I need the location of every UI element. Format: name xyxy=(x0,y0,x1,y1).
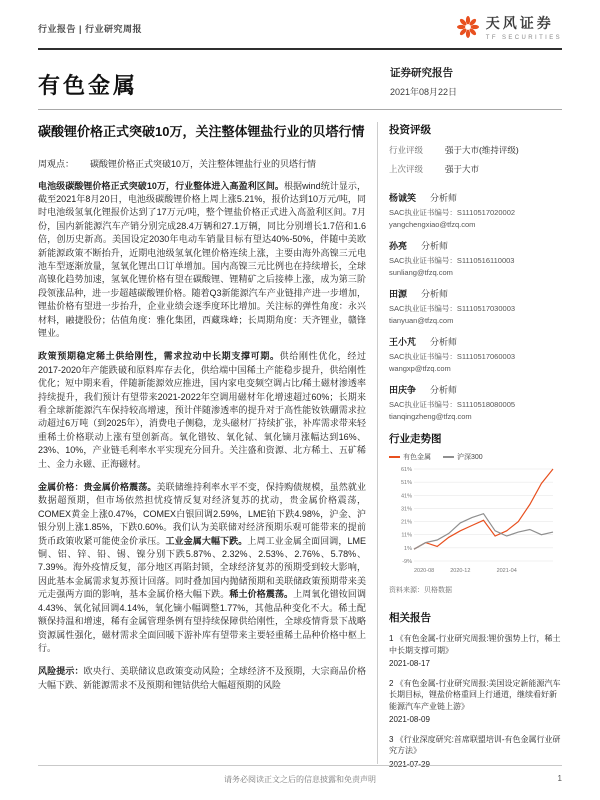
analyst-sac-number: SAC执业证书编号：S1110516110003 xyxy=(389,256,515,265)
legend-swatch xyxy=(443,456,454,458)
analyst-block xyxy=(389,383,562,421)
svg-text:-9%: -9% xyxy=(402,559,412,565)
analyst-list xyxy=(389,191,562,421)
related-report-item[interactable]: 2 《有色金属-行业研究周报:美国设定新能源汽车长期目标，锂盐价格重回上行通道，继续看好新能源汽车产业链上游》 2021-08-09 xyxy=(389,678,561,724)
previous-rating-label: 上次评级 xyxy=(389,164,424,174)
related-report-list xyxy=(389,633,562,770)
analyst-name: 王小芃 分析师 xyxy=(389,337,458,347)
analyst-name: 田庆争 分析师 xyxy=(389,385,458,395)
previous-rating-value: 强于大市 xyxy=(445,164,480,174)
svg-text:2020-08: 2020-08 xyxy=(414,568,435,574)
footer-disclaimer: 请务必阅读正文之后的信息披露和免责声明 xyxy=(224,775,376,784)
svg-text:51%: 51% xyxy=(400,480,412,487)
svg-text:2021-04: 2021-04 xyxy=(496,568,517,574)
trend-section-title: 行业走势图 xyxy=(389,433,442,445)
analyst-name: 孙亮 分析师 xyxy=(389,241,449,251)
sidebar xyxy=(389,110,562,770)
trend-section xyxy=(389,431,562,595)
industry-rating-label: 行业评级 xyxy=(389,145,424,155)
legend-entry: 有色金属 xyxy=(389,452,431,462)
weekly-view-text: 碳酸锂价格正式突破10万，关注整体锂盐行业的贝塔行情 xyxy=(90,158,317,169)
brand-subtitle: TF SECURITIES xyxy=(485,35,562,41)
weekly-view-label: 周观点： xyxy=(38,158,75,169)
svg-text:11%: 11% xyxy=(401,532,412,539)
page-footer xyxy=(38,765,562,785)
report-subtitle: 碳酸锂价格正式突破10万，关注整体锂盐行业的贝塔行情 xyxy=(38,124,365,139)
analyst-email[interactable]: yangchengxiao@tfzq.com xyxy=(389,220,476,229)
related-report-item[interactable]: 3 《行业深度研究:首席联盟培训-有色金属行业研究方法》 2021-07-29 xyxy=(389,734,561,769)
related-reports-title: 相关报告 xyxy=(389,612,431,624)
analyst-block xyxy=(389,239,562,277)
body-paragraph: 政策预期稳定稀土供给刚性，需求拉动中长期支撑可期。供给刚性优化，经过2017-2020年产能跌破和原料库存去化，供给端中国稀土产能稳步提升，供给刚性优化；短中期来看，伴随新能源效应推进，国内家电变频空调占比/稀土磁材渗透率持续提升，我们预计有望带来2021-2022年空调用磁材年化增速超过60%；长期来看全球新能源汽车保持较高增速，预计伴随渗透率的提升对于高性能钕铁硼需求拉动超过6万吨（到2025年），消费电子侧稳，龙头磁材厂持续扩张，补库需求带来轻重稀土价格联动上涨有望创新高。氧化镨钕、氧化铽、氧化镝月涨幅达到16%、23%、10%，产业链毛利率水平实现充分回升。关注盛和资源、北方稀土、五矿稀土、金力永磁、正海磁材。 xyxy=(38,351,366,469)
analyst-block xyxy=(389,287,562,325)
rating-section-title: 投资评级 xyxy=(389,124,431,136)
svg-text:21%: 21% xyxy=(400,519,412,526)
analyst-sac-number: SAC执业证书编号：S1110517020002 xyxy=(389,208,516,217)
analyst-email[interactable]: wangxp@tfzq.com xyxy=(389,364,451,373)
report-meta xyxy=(390,65,562,100)
brand-logo xyxy=(456,13,562,41)
report-date: 2021年08月22日 xyxy=(390,87,458,97)
legend-swatch xyxy=(389,456,400,458)
svg-text:61%: 61% xyxy=(400,467,412,473)
analyst-block xyxy=(389,191,562,229)
analyst-email[interactable]: sunliang@tfzq.com xyxy=(389,268,453,277)
legend-entry: 沪深300 xyxy=(443,452,483,462)
column-divider xyxy=(377,122,378,764)
industry-rating-row xyxy=(389,144,562,156)
analyst-name: 田源 分析师 xyxy=(389,289,449,299)
weekly-view xyxy=(38,157,366,170)
analyst-email[interactable]: tianqingzheng@tfzq.com xyxy=(389,412,472,421)
report-type-label: 证券研究报告 xyxy=(390,67,453,79)
analyst-sac-number: SAC执业证书编号：S1110517060003 xyxy=(389,352,516,361)
page-number: 1 xyxy=(557,774,562,783)
analyst-sac-number: SAC执业证书编号：S1110517030003 xyxy=(389,304,516,313)
brand-name: 天风证券 xyxy=(485,15,554,31)
title-row xyxy=(38,65,562,100)
analyst-name: 杨诚笑 分析师 xyxy=(389,193,458,203)
top-header xyxy=(38,0,562,41)
body-paragraphs xyxy=(38,180,366,693)
content-area xyxy=(38,110,562,770)
svg-text:1%: 1% xyxy=(404,545,412,552)
related-report-item[interactable]: 1 《有色金属-行业研究周报:锂价强势上行，稀土中长期支撑可期》 2021-08-17 xyxy=(389,634,561,668)
industry-title: 有色金属 xyxy=(38,73,139,98)
body-paragraph: 金属价格：贵金属价格震荡。美联储维持利率水平不变，保持购债规模，虽然就业数据超预期，但市场依然担忧疫情反复对经济复苏的扰动，贵金属价格震荡，COMEX黄金上涨0.47%，COMEX白银回调2.59%，LME铂下跌4.98%，沪金、沪银分别上涨1.85%，下跌0.60%。我们认为美联储对经济预期乐观可能带来的提前货币政策收紧可能使金价承压。工业金属大幅下跌。上周工业金属全面回调，LME铜、铝、锌、铅、锡、镍分别下跌5.87%、2.32%、2.53%、2.76%、5.78%、7.39%。海外疫情反复，部分地区再陷封锁，全球经济复苏的预期受到较大影响，因此基本金属需求复苏预计回落。同时叠加国内抛储预期和美联储政策预期带来美元走强两方面的影响，基本金属价格大幅下跌。稀土价格震荡。上周氧化镨钕回调4.43%、氧化铽回调4.14%，氧化镝小幅调整1.77%，其他品种变化不大。稀土配额保持温和增速，稀有金属管理条例有望持续保障供给刚性，全球疫情背景下战略资源属性强化，磁材需求全面回暖下游补库有望带来主要轻重稀土品种价格中枢上行。 xyxy=(38,482,366,653)
body-paragraph: 电池级碳酸锂价格正式突破10万，行业整体进入高盈利区间。根据wind统计显示，截至2021年8月20日，电池级碳酸锂价格上周上涨5.21%，报价达到10万元/吨，同时电池级氢氧化锂报价达到了17万元/吨，整个锂盐价格正式进入高盈利区间。7月份，国内新能源汽车产销分别完成28.4万辆和27.1万辆，同比分别增长1.7倍和1.6倍，创历史新高。美国设定2030年电动车销量目标有望达40%-50%，伴随中美欧新能源政策不断抬升，近期电池级氢氧化锂价格连续上涨，主要由海外高镍三元电池车型逐渐放量，氢氧化锂出口订单增加。国内高镍三元比例也在持续增长，全球高镍化趋势加速，氢氧化锂价格有望在碳酸锂、锂精矿之后接棒上涨，成为第三阶段领涨品种，进一步超越碳酸锂价格。随着Q3新能源汽车产业链排产进一步增加，锂盐价格有望进一步抬升，企业业绩会逐季度环比增加。关注标的弹性角度：永兴材料，融捷股份；估值角度：雅化集团，西藏珠峰；长周期角度：天齐锂业，赣锋锂业。 xyxy=(38,180,367,338)
body-paragraph: 风险提示：欧央行、美联储议息政策变动风险；全球经济不及预期，大宗商品价格大幅下跌、新能源需求不及预期和锂钴供给大幅超预期的风险 xyxy=(38,666,366,690)
analyst-email[interactable]: tianyuan@tfzq.com xyxy=(389,316,454,325)
main-column xyxy=(38,110,366,770)
svg-text:2020-12: 2020-12 xyxy=(450,568,471,574)
analyst-sac-number: SAC执业证书编号：S1110518080005 xyxy=(389,400,516,409)
report-category: 行业报告 | 行业研究周报 xyxy=(38,24,143,34)
chart-source: 资料来源：贝格数据 xyxy=(389,587,452,594)
header-divider xyxy=(38,48,562,50)
related-reports-section xyxy=(389,610,562,770)
chart-legend xyxy=(389,452,562,462)
svg-text:41%: 41% xyxy=(400,493,412,500)
svg-text:31%: 31% xyxy=(400,506,412,513)
industry-trend-chart xyxy=(389,464,562,581)
brand-flower-icon xyxy=(456,15,480,39)
analyst-block xyxy=(389,335,562,373)
industry-rating-value: 强于大市(维持评级) xyxy=(445,145,519,155)
previous-rating-row xyxy=(389,163,562,175)
